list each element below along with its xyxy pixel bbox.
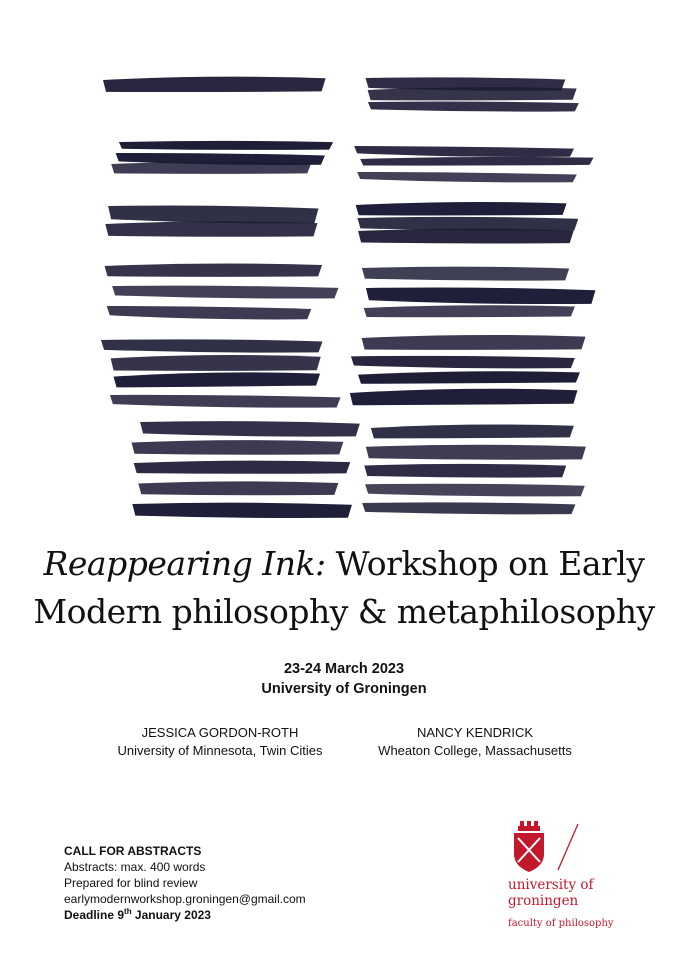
cfa-deadline bbox=[64, 907, 306, 923]
ink-stroke bbox=[365, 484, 585, 497]
ink-stroke bbox=[112, 286, 338, 299]
page-title bbox=[0, 540, 688, 636]
ink-stroke bbox=[358, 229, 574, 244]
cfa-heading: CALL FOR ABSTRACTS bbox=[64, 844, 202, 858]
ink-stroke bbox=[131, 440, 343, 455]
ink-stroke bbox=[364, 464, 566, 478]
cfa-email-link[interactable]: earlymodernworkshop.groningen@gmail.com bbox=[64, 892, 306, 906]
speaker-2 bbox=[325, 724, 625, 760]
ink-stroke bbox=[132, 503, 352, 518]
title-line1: Workshop on Early bbox=[325, 544, 645, 583]
call-for-abstracts bbox=[64, 843, 306, 923]
ink-stroke bbox=[103, 77, 326, 92]
deadline-suffix: January 2023 bbox=[131, 908, 211, 922]
ink-stroke bbox=[364, 305, 575, 317]
ink-stroke bbox=[108, 205, 318, 223]
ink-stroke bbox=[350, 389, 578, 406]
cfa-word-limit: Abstracts: max. 400 words bbox=[64, 860, 206, 874]
ink-stroke bbox=[105, 263, 323, 276]
speaker-name: NANCY KENDRICK bbox=[416, 725, 534, 740]
ink-stroke bbox=[360, 157, 593, 166]
ink-stroke bbox=[105, 221, 317, 236]
cfa-review: Prepared for blind review bbox=[64, 876, 198, 890]
logo-line3: faculty of philosophy bbox=[508, 918, 614, 929]
deadline-sup: th bbox=[124, 907, 132, 916]
ink-stroke bbox=[138, 481, 338, 495]
logo-line1: university of bbox=[508, 877, 594, 893]
ink-stroke bbox=[119, 141, 333, 150]
ink-stroke bbox=[368, 87, 577, 100]
ink-stroke bbox=[351, 356, 575, 369]
ink-stroke bbox=[366, 287, 596, 304]
ink-stroke bbox=[111, 162, 311, 174]
event-location: University of Groningen bbox=[261, 681, 427, 697]
deadline-prefix: Deadline 9 bbox=[64, 908, 125, 922]
ink-stroke bbox=[362, 502, 575, 514]
ink-stroke bbox=[366, 445, 586, 460]
logo-line2: groningen bbox=[508, 893, 579, 909]
ink-stroke bbox=[134, 461, 351, 474]
ink-stroke bbox=[358, 371, 580, 384]
title-line2: Modern philosophy & metaphilosophy bbox=[33, 592, 655, 631]
ink-stroke bbox=[107, 306, 312, 319]
event-info bbox=[0, 659, 688, 699]
speaker-affiliation: Wheaton College, Massachusetts bbox=[378, 743, 572, 758]
ink-stroke bbox=[354, 146, 574, 157]
speaker-affiliation: University of Minnesota, Twin Cities bbox=[117, 743, 323, 758]
ink-stroke bbox=[356, 202, 567, 215]
event-dates: 23-24 March 2023 bbox=[283, 661, 405, 677]
ink-stroke bbox=[371, 424, 574, 438]
university-logo-text bbox=[508, 877, 614, 931]
ink-stroke bbox=[368, 102, 579, 112]
ink-stroke bbox=[357, 172, 577, 182]
ink-stroke bbox=[140, 421, 360, 436]
ink-stroke bbox=[362, 267, 569, 281]
ink-stroke bbox=[357, 217, 578, 231]
ink-stroke bbox=[111, 355, 321, 371]
ink-stroke bbox=[101, 339, 323, 352]
ink-stroke bbox=[362, 335, 586, 350]
ink-stroke bbox=[110, 395, 341, 408]
title-italic: Reappearing Ink: bbox=[43, 544, 326, 583]
speaker-name: JESSICA GORDON-ROTH bbox=[141, 725, 299, 740]
ink-stroke bbox=[114, 372, 321, 387]
